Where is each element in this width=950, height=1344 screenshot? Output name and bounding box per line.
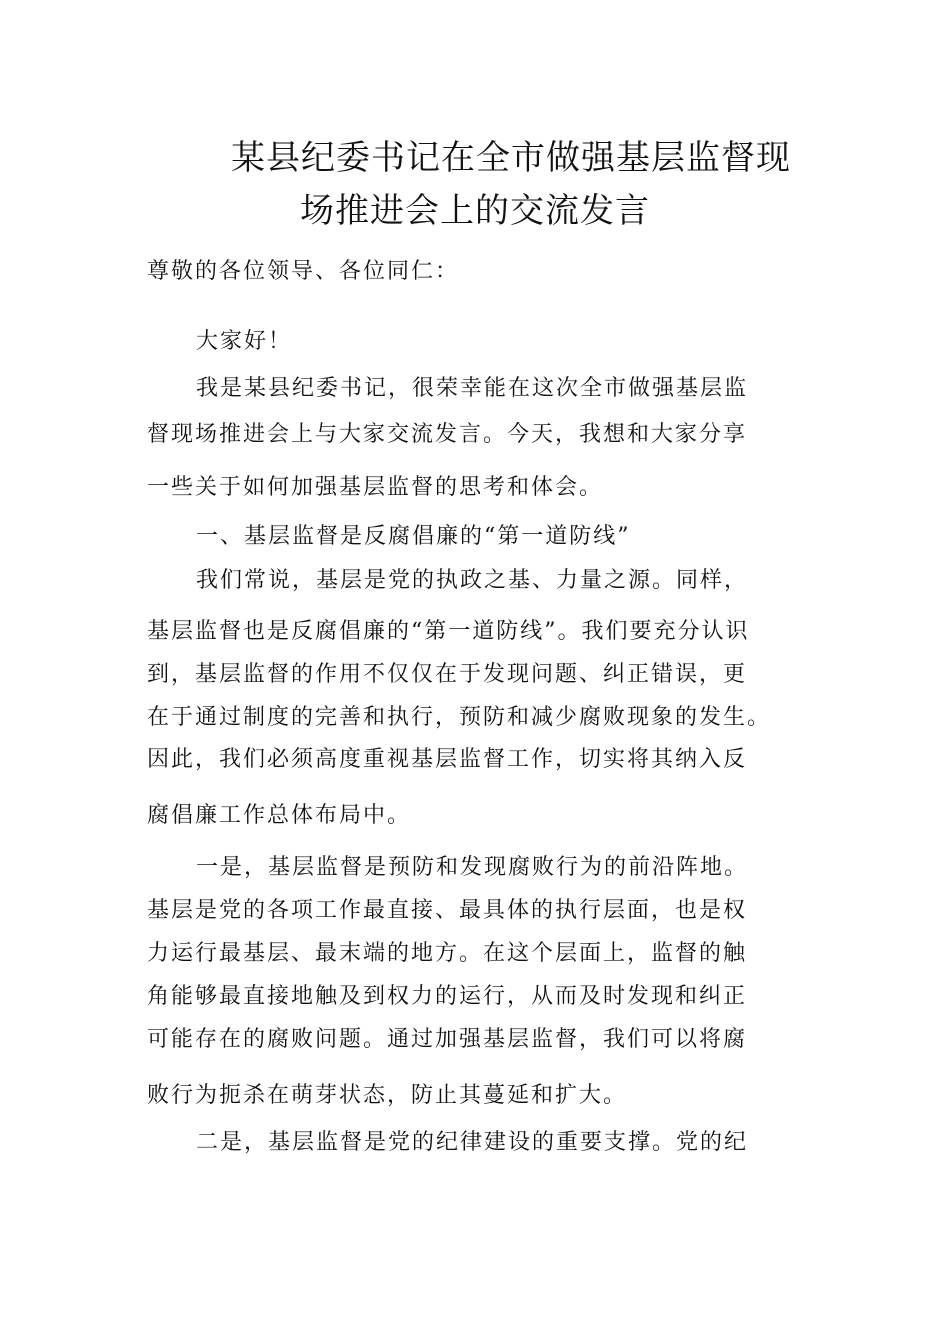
document-title-line-1: 某县纪委书记在全市做强基层监督现 [231, 138, 791, 178]
section-heading: 一、基层监督是反腐倡廉的“第一道防线” [196, 524, 631, 549]
body-line: 可能存在的腐败问题。通过加强基层监督，我们可以将腐 [147, 1027, 748, 1052]
body-line: 腐倡廉工作总体布局中。 [147, 803, 412, 828]
body-line: 基层监督也是反腐倡廉的“第一道防线”。我们要充分认识 [147, 619, 750, 644]
body-line: 在于通过制度的完善和执行，预防和减少腐败现象的发生。 [147, 705, 772, 730]
body-line: 因此，我们必须高度重视基层监督工作，切实将其纳入反 [147, 747, 748, 772]
body-line: 力运行最基层、最末端的地方。在这个层面上，监督的触 [147, 941, 748, 966]
body-line: 一些关于如何加强基层监督的思考和体会。 [147, 475, 604, 500]
body-line: 基层是党的各项工作最直接、最具体的执行层面，也是权 [147, 898, 748, 923]
body-line: 角能够最直接地触及到权力的运行，从而及时发现和纠正 [147, 984, 748, 1009]
salutation: 尊敬的各位领导、各位同仁： [147, 259, 460, 284]
body-line: 督现场推进会上与大家交流发言。今天，我想和大家分享 [147, 422, 748, 447]
document-title-line-2: 场推进会上的交流发言 [300, 191, 650, 231]
body-line: 我是某县纪委书记，很荣幸能在这次全市做强基层监 [196, 376, 749, 401]
body-line: 一是，基层监督是预防和发现腐败行为的前沿阵地。 [196, 855, 749, 880]
body-line: 败行为扼杀在萌芽状态，防止其蔓延和扩大。 [147, 1083, 628, 1108]
body-line: 到，基层监督的作用不仅仅在于发现问题、纠正错误，更 [147, 662, 748, 687]
greeting: 大家好！ [196, 329, 293, 354]
body-line: 我们常说，基层是党的执政之基、力量之源。同样， [196, 568, 749, 593]
body-line: 二是，基层监督是党的纪律建设的重要支撑。党的纪 [196, 1130, 749, 1155]
